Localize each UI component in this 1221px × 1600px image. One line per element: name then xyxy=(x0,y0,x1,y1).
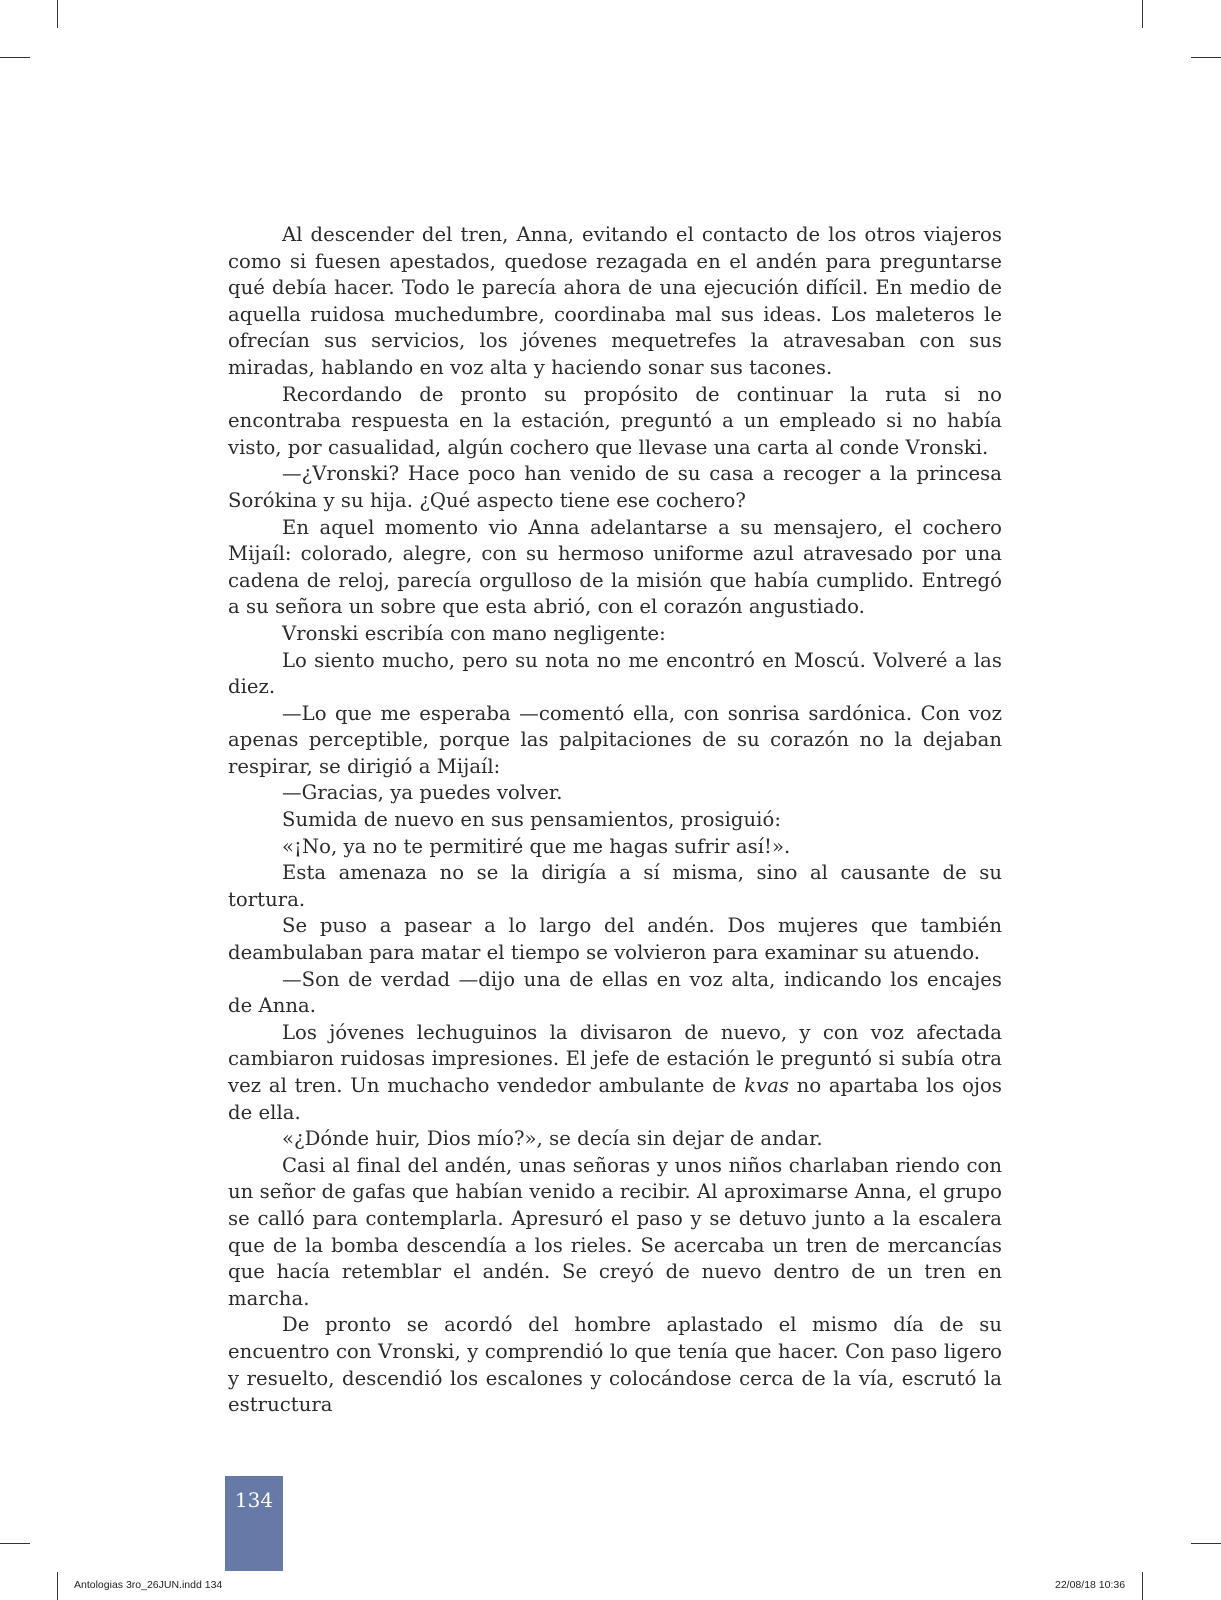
crop-mark-top-right xyxy=(1142,0,1143,28)
page-number: 134 xyxy=(234,1488,274,1512)
paragraph: Recordando de pronto su propósito de continuar la ruta si no encontraba respuesta en la estación, preguntó a un empleado si no había visto, por casualidad, algún cochero que llevase una carta al conde Vronski. xyxy=(228,382,1002,459)
crop-mark-top-left xyxy=(57,0,58,28)
paragraph: Esta amenaza no se la dirigía a sí misma, sino al causante de su tortura. xyxy=(228,861,1002,911)
paragraph: Vronski escribía con mano negligente: xyxy=(282,621,666,645)
paragraph: —Son de verdad —dijo una de ellas en voz alta, indicando los encajes de Anna. xyxy=(228,967,1002,1018)
slug-date: 22/08/18 10:36 xyxy=(1055,1579,1126,1591)
paragraph-text: no apartaba los ojos de ella. xyxy=(228,1074,1002,1124)
paragraph: Sumida de nuevo en sus pensamientos, prosiguió: xyxy=(282,808,781,832)
crop-mark-top-right-h xyxy=(1191,57,1221,58)
italic-term: kvas xyxy=(744,1074,789,1097)
paragraph xyxy=(228,1020,1002,1126)
paragraph: De pronto se acordó del hombre aplastado el mismo día de su encuentro con Vronski, y comprendió lo que tenía que hacer. Con paso ligero y resuelto, descendió los escalones y colocándose cerca de la vía, escrutó la estructura xyxy=(228,1313,1002,1417)
paragraph: —Lo que me esperaba —comentó ella, con sonrisa sardónica. Con voz apenas perceptible, porque las palpitaciones de su corazón no la dejaban respirar, se dirigió a Mijaíl: xyxy=(228,701,1002,778)
paragraph-text: Los jóvenes lechuguinos la divisaron de nuevo, y con voz afectada cambiaron ruidosas impresiones. El jefe de estación le preguntó si subía otra vez al tren. Un muchacho vendedor ambulante de xyxy=(228,1020,1002,1097)
slug-file: Antologias 3ro_26JUN.indd 134 xyxy=(74,1579,223,1591)
paragraph: Casi al final del andén, unas señoras y unos niños charlaban riendo con un señor de gafas que habían venido a recibir. Al aproximarse Anna, el grupo se calló para contemplarla. Apresuró el paso y se detuvo junto a la escalera que de la bomba descendía a los rieles. Se acercaba un tren de mercancías que hacía retemblar el andén. Se creyó de nuevo dentro de un tren en marcha. xyxy=(228,1153,1002,1310)
paragraph: —Gracias, ya puedes volver. xyxy=(282,781,563,805)
paragraph: Lo siento mucho, pero su nota no me encontró en Moscú. Volveré a las diez. xyxy=(228,648,1002,699)
body-text xyxy=(228,222,1002,1419)
crop-mark-bottom-right-h xyxy=(1191,1543,1221,1544)
paragraph: «¿Dónde huir, Dios mío?», se decía sin dejar de andar. xyxy=(282,1127,823,1151)
crop-mark-top-left-h xyxy=(0,57,30,58)
crop-mark-bottom-right xyxy=(1142,1572,1143,1600)
paragraph: —¿Vronski? Hace poco han venido de su casa a recoger a la princesa Sorókina y su hija. ¿Qué aspecto tiene ese cochero? xyxy=(228,462,1002,512)
page-number-tab xyxy=(225,1476,283,1571)
crop-mark-bottom-left-h xyxy=(0,1543,30,1544)
paragraph: Se puso a pasear a lo largo del andén. Dos mujeres que también deambulaban para matar el tiempo se volvieron para examinar su atuendo. xyxy=(228,914,1002,965)
crop-mark-bottom-left xyxy=(57,1572,58,1600)
paragraph: En aquel momento vio Anna adelantarse a su mensajero, el cochero Mijaíl: colorado, alegre, con su hermoso uniforme azul atravesado por una cadena de reloj, parecía orgulloso de la misión que había cumplido. Entregó a su señora un sobre que esta abrió, con el corazón angustiado. xyxy=(228,515,1002,619)
paragraph: Al descender del tren, Anna, evitando el contacto de los otros viajeros como si fuesen apestados, quedose rezagada en el andén para preguntarse qué debía hacer. Todo le parecía ahora de una ejecución difícil. En medio de aquella ruidosa muchedumbre, coordinaba mal sus ideas. Los maleteros le ofrecían sus servicios, los jóvenes mequetrefes la atravesaban con sus miradas, hablando en voz alta y haciendo sonar sus tacones. xyxy=(228,223,1002,379)
paragraph: «¡No, ya no te permitiré que me hagas sufrir así!». xyxy=(282,834,791,858)
